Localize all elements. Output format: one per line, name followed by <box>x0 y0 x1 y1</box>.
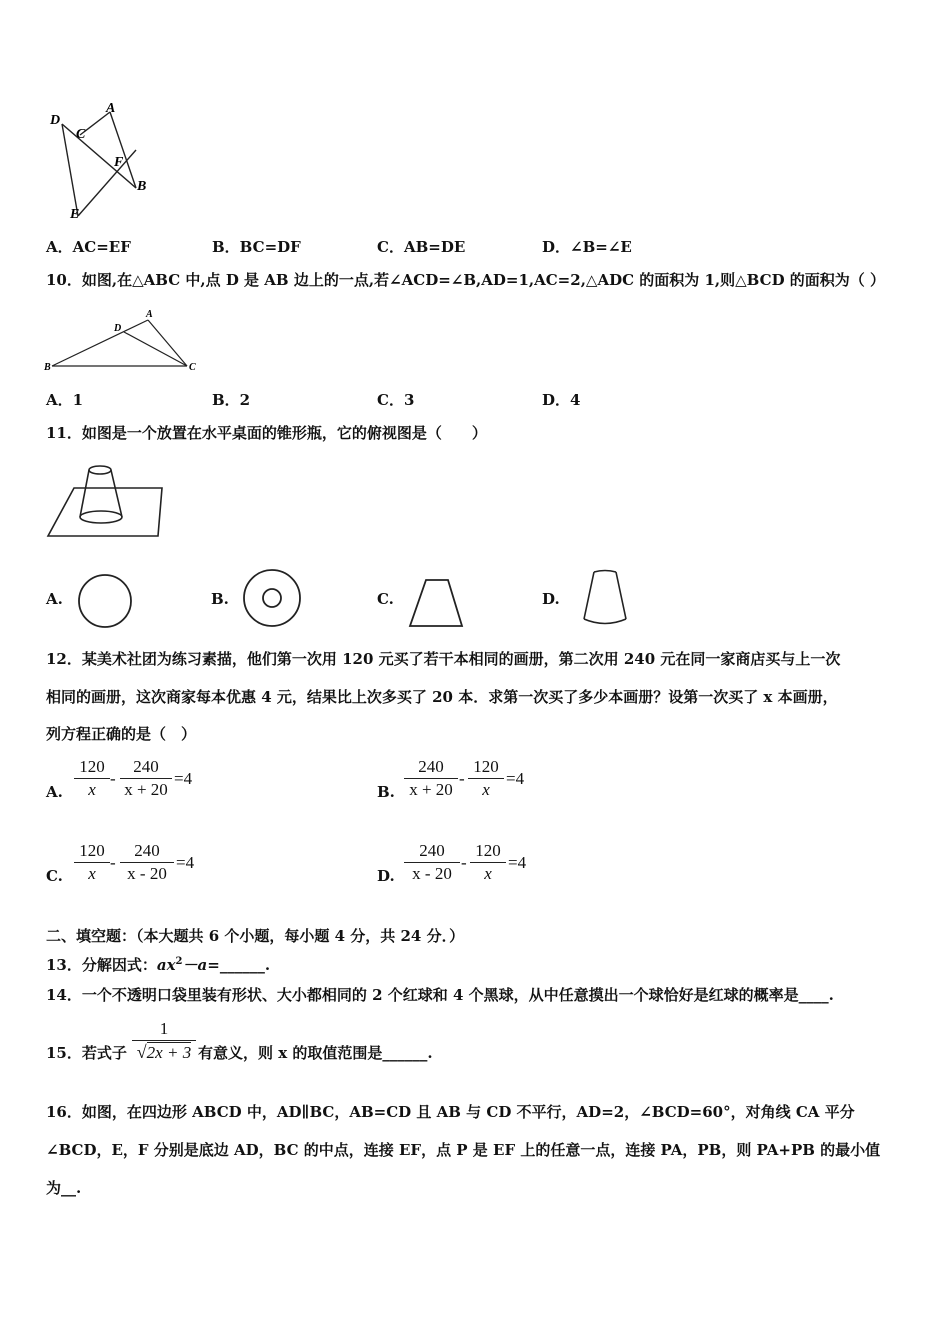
q12-b-numerator-1: 240 <box>418 757 444 776</box>
q12-stem-line2: 相同的画册，这次商家每本优惠 4 元，结果比上次多买了 20 本．求第一次买了多少本画册？设第一次买了 x 本画册， <box>46 688 838 706</box>
q9-option-b: B．BC=DF <box>212 238 301 256</box>
q15-suffix: 有意义，则 x 的取值范围是______. <box>198 1044 433 1062</box>
q12-d-numerator-2: 120 <box>475 841 501 860</box>
q10-figure <box>42 304 212 376</box>
q12-d-operator: - <box>461 853 467 872</box>
q12-a-rhs: =4 <box>174 769 193 788</box>
q13-suffix: . <box>264 956 271 974</box>
q13-superscript: 2 <box>175 956 183 967</box>
q12-b-fraction-1 <box>404 757 458 800</box>
q13-expr-b: －a= <box>182 956 220 974</box>
q11-option-c-label: C. <box>377 590 394 608</box>
q11-option-d-cone-icon <box>570 564 640 632</box>
q11-option-b-label: B. <box>211 590 229 608</box>
q11-flask-right-edge <box>111 470 122 517</box>
q12-d-fraction-1 <box>404 841 460 884</box>
q12-option-a-label: A. <box>46 783 63 801</box>
q11-table-plane <box>48 488 162 536</box>
q10-line-ac <box>148 320 187 366</box>
q11-option-d-label: D. <box>542 590 560 608</box>
q12-d-denominator-1: x - 20 <box>412 864 452 883</box>
q13-line <box>46 952 270 975</box>
q12-c-rhs: =4 <box>176 853 195 872</box>
q12-stem-line1: 12．某美术社团为练习素描，他们第一次用 120 元买了若干本相同的画册，第二次用 240 元在同一家商店买与上一次 <box>46 650 841 668</box>
q10-option-c: C．3 <box>377 391 415 409</box>
q10-label-a: A <box>146 309 153 320</box>
q12-c-fraction-2 <box>120 841 174 884</box>
q11-flask-top <box>89 466 111 474</box>
q12-a-numerator-2: 240 <box>133 757 159 776</box>
q12-c-numerator-1: 120 <box>79 841 105 860</box>
q10-label-b: B <box>44 362 51 373</box>
q12-d-numerator-1: 240 <box>419 841 445 860</box>
q12-a-fraction-2 <box>120 757 172 800</box>
q9-label-a: A <box>106 101 116 116</box>
q12-option-d-label: D. <box>377 867 395 885</box>
q13-expr-a: ax <box>156 956 176 974</box>
q12-b-numerator-2: 120 <box>473 757 499 776</box>
q15-denominator <box>132 1042 196 1063</box>
q10-option-b: B．2 <box>212 391 251 409</box>
q11-flask-base <box>80 511 122 523</box>
q12-c-denominator-1: x <box>88 864 96 883</box>
q9-label-c: C <box>76 127 86 142</box>
q14-stem: 14．一个不透明口袋里装有形状、大小都相同的 2 个红球和 4 个黑球，从中任意摸出一个球恰好是红球的概率是____. <box>46 986 834 1004</box>
q11-option-a-circle-icon <box>74 570 136 632</box>
q12-option-b-label: B. <box>377 783 395 801</box>
q11-flask-figure <box>44 462 166 542</box>
q12-stem-line3: 列方程正确的是（ ） <box>46 725 197 743</box>
q13-prefix: 13．分解因式： <box>46 956 157 974</box>
q10-option-d: D．4 <box>542 391 581 409</box>
q12-c-numerator-2: 240 <box>134 841 160 860</box>
q15-sqrt-icon: √ <box>136 1042 147 1062</box>
q16-line2: ∠BCD，E，F 分别是底边 AD，BC 的中点，连接 EF，点 P 是 EF 上的任意一点，连接 PA，PB，则 PA+PB 的最小值 <box>46 1141 881 1159</box>
q11-option-c-trapezoid-icon <box>404 574 468 632</box>
q10-line-ba <box>52 320 148 366</box>
q16-line1: 16．如图，在四边形 ABCD 中，AD∥BC，AB=CD 且 AB 与 CD 不平行，AD=2，∠BCD=60°，对角线 CA 平分 <box>46 1103 855 1121</box>
q12-a-numerator-1: 120 <box>79 757 105 776</box>
q10-option-a: A．1 <box>46 391 84 409</box>
q9-label-b: B <box>137 179 147 194</box>
section-2-title: 二、填空题：（本大题共 6 个小题，每小题 4 分，共 24 分．） <box>46 927 465 945</box>
q12-d-rhs: =4 <box>508 853 527 872</box>
q12-b-denominator-1: x + 20 <box>409 780 453 799</box>
q16-line3: 为__. <box>46 1179 82 1197</box>
q10-label-c: C <box>189 362 196 373</box>
q12-c-denominator-2: x - 20 <box>127 864 167 883</box>
q12-b-operator: - <box>459 769 465 788</box>
q12-option-c-label: C. <box>46 867 63 885</box>
q15-fraction <box>132 1019 196 1063</box>
q10-line-dc <box>124 332 187 366</box>
q12-d-denominator-2: x <box>484 864 492 883</box>
q9-option-a: A．AC=EF <box>46 238 131 256</box>
q9-label-e: E <box>70 207 80 222</box>
q11-option-a-label: A. <box>46 590 63 608</box>
q12-d-fraction-2 <box>470 841 506 884</box>
q9-line-ef <box>78 150 136 216</box>
q12-b-rhs: =4 <box>506 769 525 788</box>
q11-flask-left-edge <box>80 470 89 517</box>
q12-a-denominator-1: x <box>88 780 96 799</box>
q12-c-operator: - <box>110 853 116 872</box>
q12-a-operator: - <box>110 769 116 788</box>
q15-radicand: 2x + 3 <box>146 1043 192 1062</box>
q9-figure <box>40 100 160 225</box>
q10-stem: 10．如图,在△ABC 中,点 D 是 AB 边上的一点,若∠ACD=∠B,AD=1,AC=2,△ADC 的面积为 1,则△BCD 的面积为（ ） <box>46 271 886 289</box>
q13-blank: ______ <box>219 956 265 974</box>
q12-b-fraction-2 <box>468 757 504 800</box>
q9-option-d: D．∠B=∠E <box>542 238 632 256</box>
q11-stem: 11．如图是一个放置在水平桌面的锥形瓶，它的俯视图是（ ） <box>46 424 487 442</box>
q15-numerator: 1 <box>159 1019 169 1038</box>
q12-a-fraction-1 <box>74 757 110 800</box>
q9-label-d: D <box>50 113 61 128</box>
q10-label-d: D <box>114 323 122 334</box>
q15-prefix: 15．若式子 <box>46 1044 127 1062</box>
q12-c-fraction-1 <box>74 841 110 884</box>
q9-option-c: C．AB=DE <box>377 238 466 256</box>
q12-a-denominator-2: x + 20 <box>124 780 168 799</box>
q9-label-f: F <box>114 155 124 170</box>
q12-b-denominator-2: x <box>482 780 490 799</box>
q11-option-b-ring-icon <box>240 566 304 630</box>
